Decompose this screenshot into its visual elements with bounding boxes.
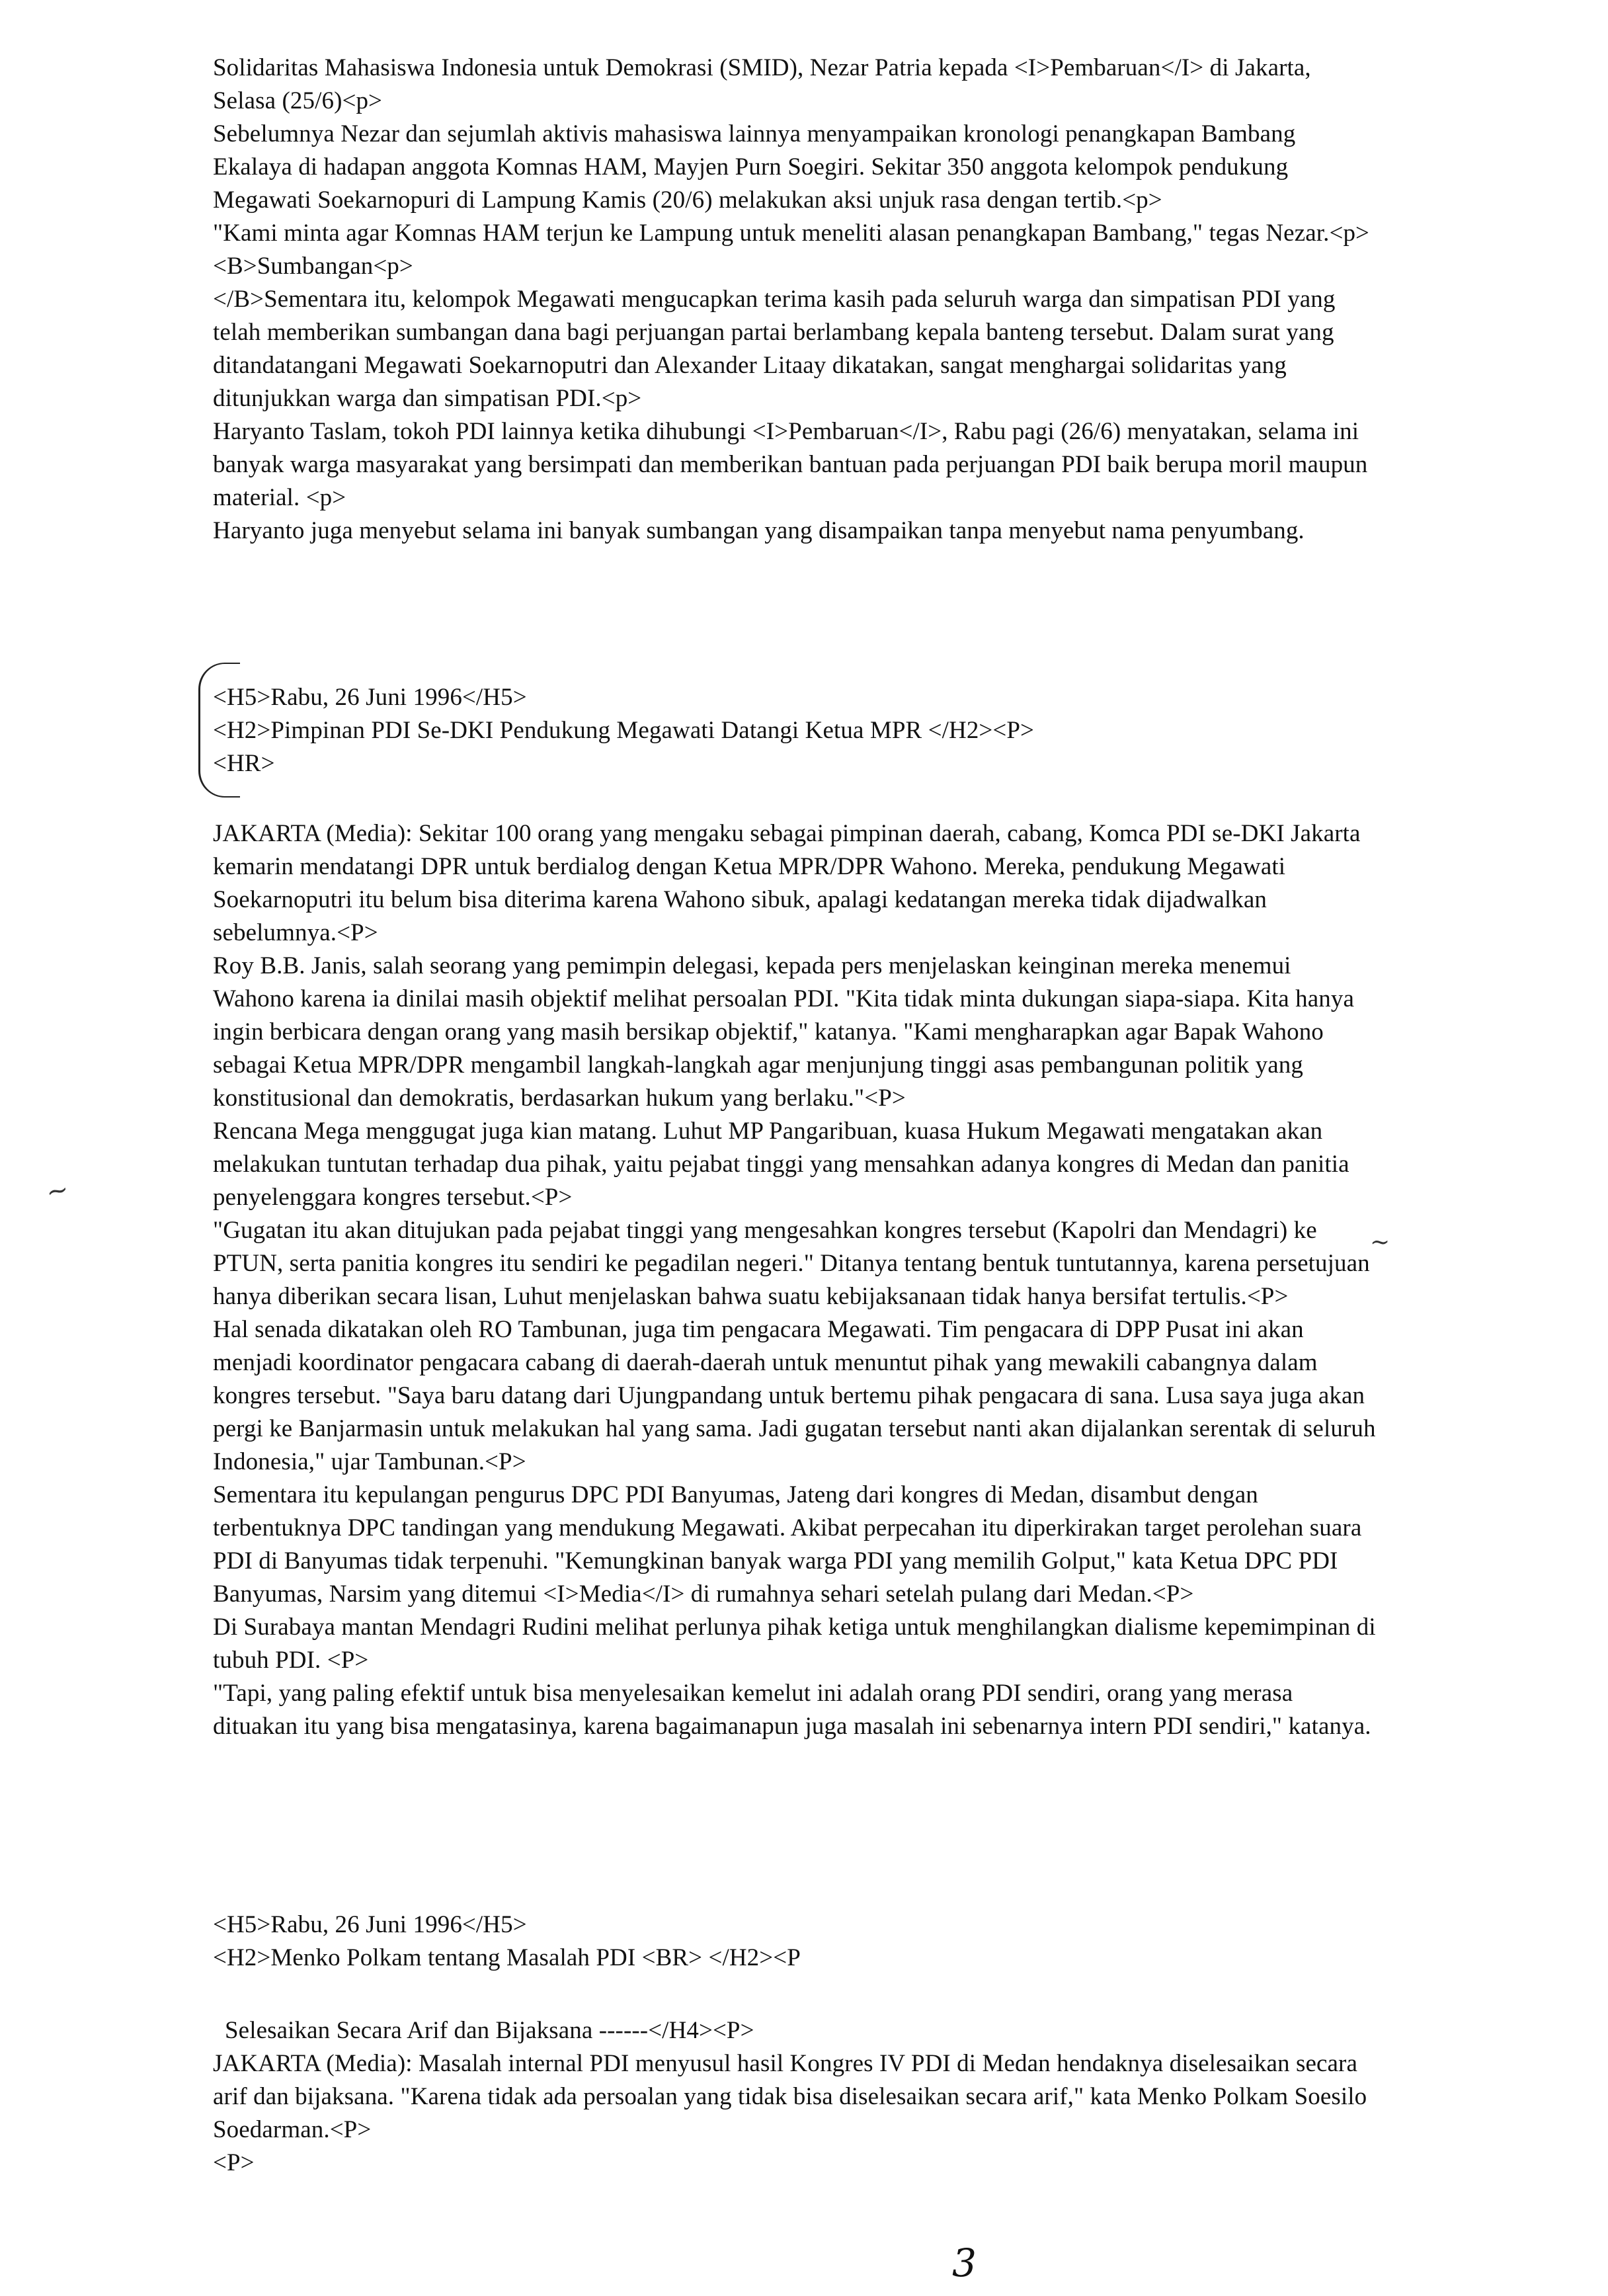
paragraph: Haryanto juga menyebut selama ini banyak sumbangan yang disampaikan tanpa menyebut nama penyumbang.	[213, 517, 1305, 544]
article-header	[213, 681, 1377, 780]
article-body	[213, 2014, 1377, 2180]
paragraph: Roy B.B. Janis, salah seorang yang pemimpin delegasi, kepada pers menjelaskan keinginan mereka menemui Wahono karena ia dinilai masih objektif melihat persoalan PDI. "Kita tidak minta dukungan siapa-siapa. Kita hanya ingin berbicara dengan orang yang masih bersikap objektif," katanya. "Kami mengharapkan agar Bapak Wahono sebagai Ketua MPR/DPR mengambil langkah-langkah agar menjunjung tinggi asas pembangunan politik yang konstitusional dan demokratis, berdasarkan hukum yang berlaku."<P>	[213, 952, 1354, 1112]
paragraph: "Kami minta agar Komnas HAM terjun ke Lampung untuk meneliti alasan penangkapan Bambang," tegas Nezar.<p>	[213, 220, 1370, 247]
paragraph: JAKARTA (Media): Sekitar 100 orang yang mengaku sebagai pimpinan daerah, cabang, Komca PDI se-DKI Jakarta kemarin mendatangi DPR untuk berdialog dengan Ketua MPR/DPR Wahono. Mereka, pendukung Megawati Soekarnoputri itu belum bisa diterima karena Wahono sibuk, apalagi kedatangan mereka tidak dijadwalkan sebelumnya.<P>	[213, 820, 1361, 946]
paragraph: JAKARTA (Media): Masalah internal PDI menyusul hasil Kongres IV PDI di Medan hendaknya diselesaikan secara arif dan bijaksana. "Karena tidak ada persoalan yang tidak bisa diselesaikan secara arif," kata Menko Polkam Soesilo Soedarman.<P>	[213, 2050, 1367, 2143]
paragraph: Haryanto Taslam, tokoh PDI lainnya ketika dihubungi <I>Pembaruan</I>, Rabu pagi (26/6) menyatakan, selama ini banyak warga masyarakat yang bersimpati dan memberikan bantuan pada perjuangan PDI baik berupa moril maupun material. <p>	[213, 418, 1368, 511]
paragraph: Solidaritas Mahasiswa Indonesia untuk Demokrasi (SMID), Nezar Patria kepada <I>Pembaruan</I> di Jakarta, Selasa (25/6)<p>	[213, 54, 1311, 114]
paragraph: </B>Sementara itu, kelompok Megawati mengucapkan terima kasih pada seluruh warga dan simpatisan PDI yang telah memberikan sumbangan dana bagi perjuangan partai berlambang kepala banteng tersebut. Dalam surat yang ditandatangani Megawati Soekarnoputri dan Alexander Litaay dikatakan, sangat menghargai solidaritas yang ditunjukkan warga dan simpatisan PDI.<p>	[213, 286, 1336, 412]
handwritten-scribble: ~	[43, 1174, 71, 1208]
paragraph: "Tapi, yang paling efektif untuk bisa menyelesaikan kemelut ini adalah orang PDI sendiri, orang yang merasa dituakan itu yang bisa mengatasinya, karena bagaimanapun juga masalah ini sebenarnya intern PDI sendiri," katanya.	[213, 1680, 1371, 1740]
headline-tag: <H2>Menko Polkam tentang Masalah PDI <BR> </H2><P	[213, 1944, 801, 1971]
article-header	[213, 1908, 1377, 1975]
subheading: <B>Sumbangan<p>	[213, 253, 413, 280]
rule-tag: <HR>	[213, 750, 275, 777]
subheadline: Selesaikan Secara Arif dan Bijaksana ------</H4><P>	[225, 2017, 754, 2044]
dateline-tag: <H5>Rabu, 26 Juni 1996</H5>	[213, 684, 527, 711]
article-body	[213, 817, 1377, 1743]
paragraph: Di Surabaya mantan Mendagri Rudini melihat perlunya pihak ketiga untuk menghilangkan dialisme kepemimpinan di tubuh PDI. <P>	[213, 1614, 1376, 1674]
paragraph: "Gugatan itu akan ditujukan pada pejabat tinggi yang mengesahkan kongres tersebut (Kapolri dan Mendagri) ke PTUN, serta panitia kongres itu sendiri ke pegadilan negeri." Ditanya tentang bentuk tuntutannya, karena persetujuan hanya diberikan secara lisan, Luhut menjelaskan bahwa suatu kebijaksanaan tidak hanya bersifat tertulis.<P>	[213, 1217, 1370, 1310]
paragraph: Sementara itu kepulangan pengurus DPC PDI Banyumas, Jateng dari kongres di Medan, disambut dengan terbentuknya DPC tandingan yang mendukung Megawati. Akibat perpecahan itu diperkirakan target perolehan suara PDI di Banyumas tidak terpenuhi. "Kemungkinan banyak warga PDI yang memilih Golput," kata Ketua DPC PDI Banyumas, Narsim yang ditemui <I>Media</I> di rumahnya sehari setelah pulang dari Medan.<P>	[213, 1481, 1362, 1608]
headline-tag: <H2>Pimpinan PDI Se-DKI Pendukung Megawati Datangi Ketua MPR </H2><P>	[213, 717, 1035, 744]
paragraph: Sebelumnya Nezar dan sejumlah aktivis mahasiswa lainnya menyampaikan kronologi penangkapan Bambang Ekalaya di hadapan anggota Komnas HAM, Mayjen Purn Soegiri. Sekitar 350 anggota kelompok pendukung Megawati Soekarnopuri di Lampung Kamis (20/6) melakukan aksi unjuk rasa dengan tertib.<p>	[213, 120, 1296, 214]
article-continuation	[213, 52, 1377, 548]
paragraph: Hal senada dikatakan oleh RO Tambunan, juga tim pengacara Megawati. Tim pengacara di DPP Pusat ini akan menjadi koordinator pengacara cabang di daerah-daerah untuk menuntut pihak yang mewakili cabangnya dalam kongres tersebut. "Saya baru datang dari Ujungpandang untuk bertemu pihak pengacara di sana. Lusa saya juga akan pergi ke Banjarmasin untuk melakukan hal yang sama. Jadi gugatan tersebut nanti akan dijalankan serentak di seluruh Indonesia," ujar Tambunan.<P>	[213, 1316, 1376, 1475]
paragraph: <P>	[213, 2149, 255, 2176]
handwritten-scribble: ~	[1370, 1229, 1390, 1256]
paragraph: Rencana Mega menggugat juga kian matang. Luhut MP Pangaribuan, kuasa Hukum Megawati mengatakan akan melakukan tuntutan terhadap dua pihak, yaitu pejabat tinggi yang mensahkan adanya kongres di Medan dan panitia penyelenggara kongres tersebut.<P>	[213, 1118, 1349, 1211]
dateline-tag: <H5>Rabu, 26 Juni 1996</H5>	[213, 1911, 527, 1938]
page-number: 3	[952, 2240, 977, 2285]
